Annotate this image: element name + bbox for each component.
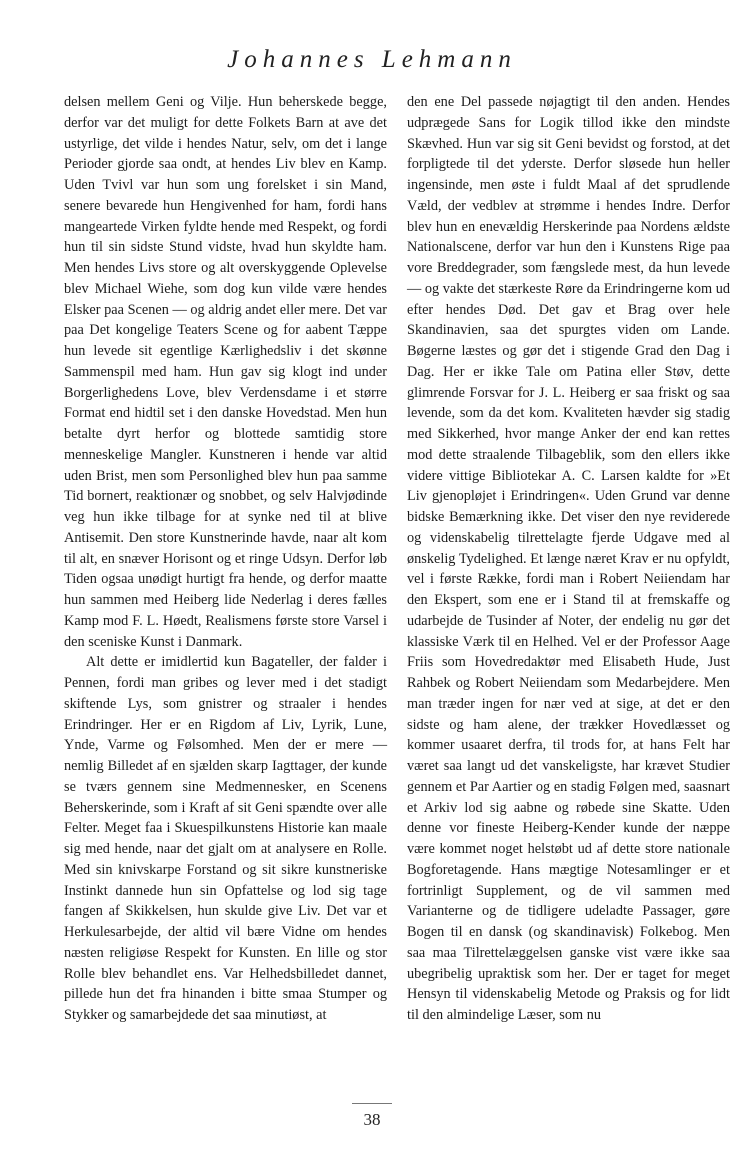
page-number: 38 [363,1110,381,1129]
left-paragraph-2: Alt dette er imidlertid kun Bagateller, der falder i Pennen, fordi man gribes og lever med i det stadigt skiftende Lys, som gnistrer og straaler i hendes Erindringer. Her er en Rigdom af Liv, Lyrik, Lune, Ynde, Varme og Følsomhed. Men der er mere — nemlig Billedet af en sjælden skarp Iagttager, der kunde se tværs gennem sine Medmennesker, en Scenens Beherskerinde, som i Kraft af sit Geni spændte over alle Felter. Meget faa i Skuespilkunstens Historie kan maale sig med hende, naar det gjalt om at analysere en Rolle. Med sin knivskarpe Forstand og sit sikre kunstneriske Instinkt dannede hun sin Opfattelse og lod sig tage fangen af Skikkelsen, hun skulde give Liv. Det var et Herkulesarbejde, der altid vil bære Vidne om hendes næsten religiøse Respekt for Kunsten. En lille og stor Rolle blev behandlet ens. Var Helhedsbilledet dannet, pillede hun det fra hinanden i bitte smaa Stumper og Stykker og samarbejdede det saa minutiøst, at [64,654,387,1023]
text-columns [64,92,730,1102]
left-paragraph-1: delsen mellem Geni og Vilje. Hun beherskede begge, derfor var det muligt for dette Folkets Barn at ave det ustyrlige, det vilde i hendes Natur, selv, om det i lange Perioder gjorde saa ondt, at hendes Liv blev en Kamp. Uden Tvivl var hun som ung forelsket i sin Mand, senere bevarede hun Hengivenhed for ham, fordi hans mangeartede Virken fyldte hende med Respekt, og fordi hun til sin sidste Stund vidste, hvad hun skyldte ham. Men hendes Livs store og alt overskyggende Oplevelse blev Michael Wiehe, som dog kun vilde være hendes Elsker paa Scenen — og aldrig andet eller mere. Det var paa Det kongelige Teaters Scene og for aabent Tæppe hun levede sit egentlige Kærlighedsliv i det skønne Sammenspil med ham. Hun gav sig klogt ind under Borgerlighedens Love, blev Verdensdame i et større Format end hidtil set i den danske Hovedstad. Men hun betalte dyrt herfor og blottede samtidig store menneskelige Mangler. Kunstneren i hende var altid uden Brist, men som Personlighed blev hun paa samme Tid bornert, reaktionær og snobbet, og selv Halvjødinde veg hun ikke tilbage for at synke ned til at blive Antisemit. Den store Kunstnerinde havde, naar alt kom til alt, en snæver Horisont og et ringe Udsyn. Derfor løb Tiden ogsaa unødigt hurtigt fra hende, og derfor maatte hun sammen med Heiberg lide Nederlag i deres fælles Kamp mod F. L. Høedt, Realismens første store Varsel i den sceniske Kunst i Danmark. [64,94,387,650]
right-column [407,92,730,1102]
running-head-author: Johannes Lehmann [227,46,517,73]
folio-rule [352,1103,392,1104]
left-column [64,92,387,1102]
right-paragraph-1: den ene Del passede nøjagtigt til den anden. Hendes udprægede Sans for Logik tillod ikke den mindste Skævhed. Hun var sig sit Geni bevidst og forstod, at det forpligtede til det yderste. Derfor sløsede hun heller ingensinde, men øste i fuldt Maal af det sprudlende Væld, der vedblev at strømme i hendes Indre. Derfor blev hun en enevældig Herskerinde paa Nordens ældste Nationalscene, derfor var hun den i Kunstens Rige paa vore Breddegrader, som fængslede mest, da hun levede — og vakte det stærkeste Røre da Erindringerne kom ud efter hendes Død. Det gav et Brag over hele Skandinavien, saa det spurgtes viden om Lande. Bøgerne læstes og gør det i stigende Grad den Dag i Dag. Her er ikke Tale om Patina eller Støv, dette glimrende Forsvar for J. L. Heiberg er saa friskt og saa levende, som da det kom. Kvaliteten hævder sig stadig med Sikkerhed, hvor mange Anker der end kan rettes mod dette straalende Tilbageblik, som den ellers ikke videre vittige Bibliotekar A. C. Larsen kaldte for »Et Liv gjenopløjet i Erindringen«. Uden Grund var denne bidske Bemærkning ikke. Det viser den nye reviderede og videnskabelig tilrettelagte fjerde Udgave med al ønskelig Tydelighed. Et længe næret Krav er nu opfyldt, vel i første Række, fordi man i Robert Neiiendam har den Ekspert, som ene er i Stand til at fremskaffe og udarbejde de Tusinder af Noter, der endelig nu gør det klassiske Værk til en Helhed. Vel er der Professor Aage Friis som Hovedredaktør med Elisabeth Hude, Just Rahbek og Robert Neiiendam som Medarbejdere. Men man træder ingen for nær ved at sige, at det er den sidste og ham alene, der trækker Hovedlæsset og kommer usaaret derfra, til trods for, at hans Felt har været saa langt ud det vanskeligste, har krævet Studier gennem et Par Aartier og en stadig Følgen med, saasnart et Arkiv lod sig aabne og røbede sine Skatte. Uden denne vor fineste Heiberg-Kender kunde der næppe være kommet noget helstøbt ud af dette store nationale Bogforetagende. Hans mægtige Notesamlinger er et fortrinligt Supplement, og de vil sammen med Varianterne og de tidligere udeladte Passager, gøre Bogen til en dansk (og skandinavisk) Folkebog. Men saa maa Tilrettelæggelsen ganske vist være ikke saa ubegribelig upraktisk som her. Der er taget for meget Hensyn til videnskabelig Metode og Praksis og for lidt til den almindelige Læser, som nu [407,94,730,1023]
